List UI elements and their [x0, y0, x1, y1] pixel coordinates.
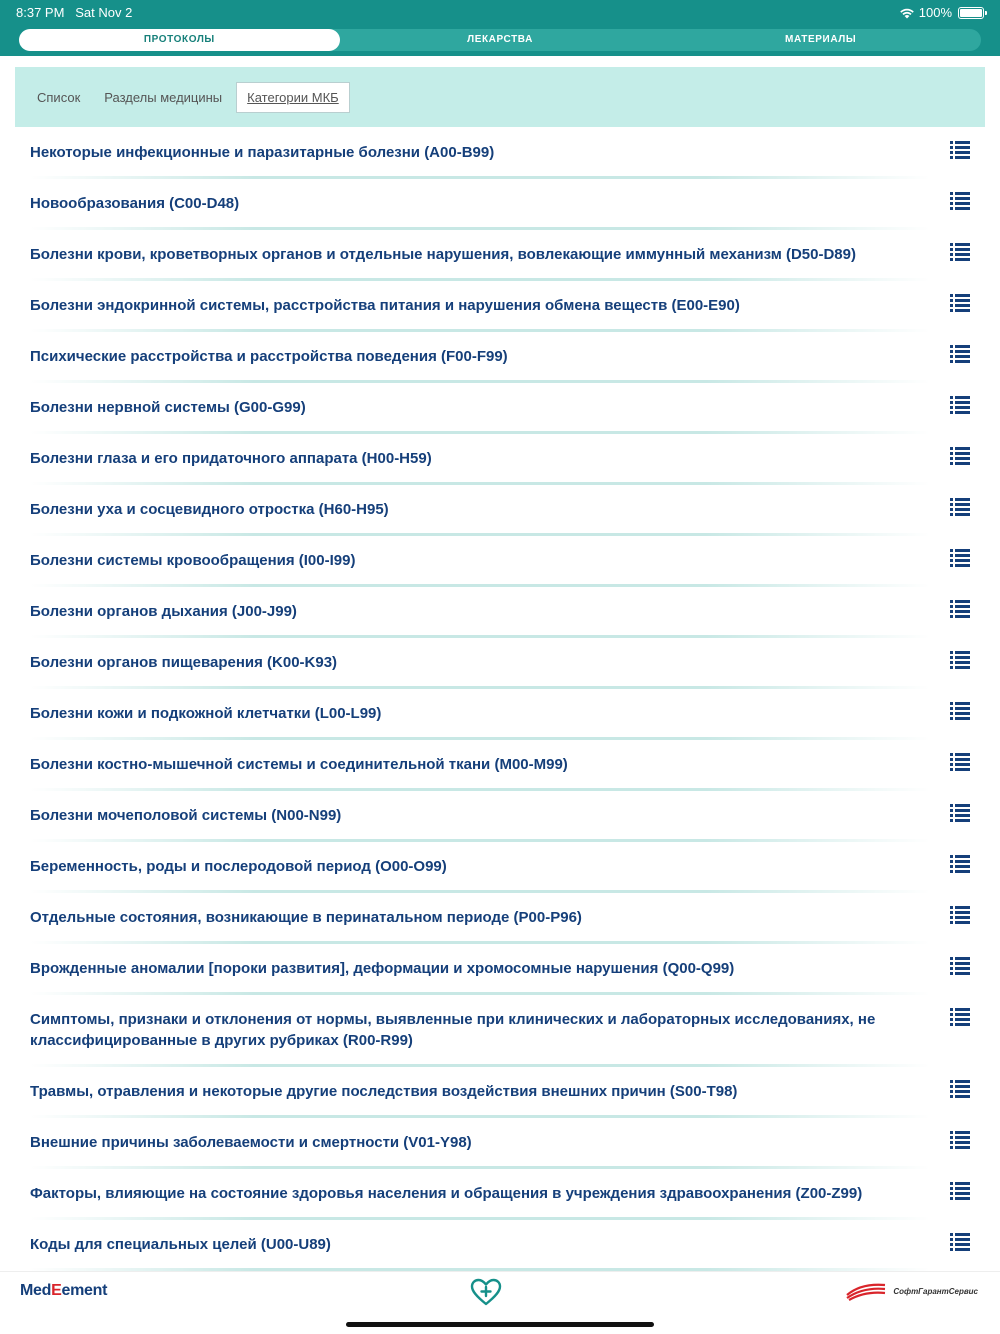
list-item[interactable]	[0, 332, 1000, 383]
list-item[interactable]	[0, 842, 1000, 893]
category-title: Болезни системы кровообращения (I00-I99)	[30, 552, 356, 569]
list-icon[interactable]	[950, 1131, 970, 1149]
list-icon[interactable]	[950, 141, 970, 159]
main-tabs	[19, 29, 981, 51]
category-title: Симптомы, признаки и отклонения от нормы, выявленные при клинических и лабораторных исследованиях, не классифицированные в других рубриках (R00-R99)	[30, 1011, 876, 1049]
list-icon[interactable]	[950, 1008, 970, 1026]
list-icon[interactable]	[950, 600, 970, 618]
list-item[interactable]	[0, 179, 1000, 230]
list-icon[interactable]	[950, 294, 970, 312]
list-item[interactable]	[0, 587, 1000, 638]
category-title: Новообразования (C00-D48)	[30, 195, 240, 212]
sub-tabs	[15, 67, 985, 127]
list-icon[interactable]	[950, 651, 970, 669]
category-title: Внешние причины заболеваемости и смертности (V01-Y98)	[30, 1134, 472, 1151]
list-item[interactable]	[0, 995, 1000, 1067]
category-title: Болезни органов дыхания (J00-J99)	[30, 603, 297, 620]
category-title: Некоторые инфекционные и паразитарные болезни (A00-B99)	[30, 144, 495, 161]
list-icon[interactable]	[950, 243, 970, 261]
home-indicator[interactable]	[346, 1322, 654, 1327]
list-icon[interactable]	[950, 855, 970, 873]
list-item[interactable]	[0, 485, 1000, 536]
category-title: Болезни глаза и его придаточного аппарата (H00-H59)	[30, 450, 432, 467]
softgarant-mark-icon	[845, 1281, 887, 1301]
list-icon[interactable]	[950, 396, 970, 414]
list-item[interactable]	[0, 434, 1000, 485]
list-item[interactable]	[0, 791, 1000, 842]
list-icon[interactable]	[950, 1080, 970, 1098]
list-icon[interactable]	[950, 906, 970, 924]
list-icon[interactable]	[950, 447, 970, 465]
category-title: Врожденные аномалии [пороки развития], деформации и хромосомные нарушения (Q00-Q99)	[30, 960, 735, 977]
list-icon[interactable]	[950, 804, 970, 822]
list-item[interactable]	[0, 230, 1000, 281]
list-item[interactable]	[0, 1118, 1000, 1169]
list-item[interactable]	[0, 383, 1000, 434]
status-bar	[0, 0, 1000, 24]
list-icon[interactable]	[950, 498, 970, 516]
list-icon[interactable]	[950, 957, 970, 975]
list-item[interactable]	[0, 638, 1000, 689]
list-item[interactable]	[0, 128, 1000, 179]
battery-icon	[958, 7, 984, 19]
list-item[interactable]	[0, 536, 1000, 587]
list-icon[interactable]	[950, 753, 970, 771]
category-title: Болезни мочеполовой системы (N00-N99)	[30, 807, 342, 824]
list-icon[interactable]	[950, 1182, 970, 1200]
medelement-logo[interactable]: MedEement	[20, 1282, 108, 1299]
status-indicators	[899, 5, 984, 20]
icd-category-list	[0, 128, 1000, 1271]
category-title: Факторы, влияющие на состояние здоровья населения и обращения в учреждения здравоохранения (Z00-Z99)	[30, 1185, 863, 1202]
status-time: 8:37 PM Sat Nov 2	[16, 5, 133, 20]
wifi-icon	[899, 7, 915, 19]
list-icon[interactable]	[950, 1233, 970, 1251]
category-title: Болезни эндокринной системы, расстройства питания и нарушения обмена веществ (E00-E90)	[30, 297, 740, 314]
tab-materials[interactable]: МАТЕРИАЛЫ	[785, 34, 857, 45]
heart-plus-icon[interactable]	[470, 1278, 502, 1306]
list-item[interactable]	[0, 281, 1000, 332]
list-icon[interactable]	[950, 549, 970, 567]
category-title: Болезни нервной системы (G00-G99)	[30, 399, 306, 416]
category-title: Беременность, роды и послеродовой период (O00-O99)	[30, 858, 447, 875]
category-title: Болезни уха и сосцевидного отростка (H60-H95)	[30, 501, 389, 518]
app-header	[0, 0, 1000, 56]
subtab-list[interactable]: Список	[37, 89, 81, 105]
list-item[interactable]	[0, 1220, 1000, 1271]
footer-bar	[0, 1271, 1000, 1334]
list-item[interactable]	[0, 740, 1000, 791]
softgarant-logo[interactable]: СофтГарантСервис	[845, 1280, 978, 1302]
battery-percent: 100%	[918, 5, 952, 20]
category-title: Болезни кожи и подкожной клетчатки (L00-L99)	[30, 705, 382, 722]
list-item[interactable]	[0, 944, 1000, 995]
category-title: Отдельные состояния, возникающие в перинатальном периоде (P00-P96)	[30, 909, 582, 926]
category-title: Болезни крови, кроветворных органов и отдельные нарушения, вовлекающие иммунный механизм (D50-D89)	[30, 246, 856, 263]
list-item[interactable]	[0, 1169, 1000, 1220]
list-icon[interactable]	[950, 345, 970, 363]
category-title: Травмы, отравления и некоторые другие последствия воздействия внешних причин (S00-T98)	[30, 1083, 738, 1100]
category-title: Болезни костно-мышечной системы и соединительной ткани (M00-M99)	[30, 756, 568, 773]
category-title: Психические расстройства и расстройства поведения (F00-F99)	[30, 348, 508, 365]
list-icon[interactable]	[950, 702, 970, 720]
list-item[interactable]	[0, 1067, 1000, 1118]
list-item[interactable]	[0, 689, 1000, 740]
subtab-icd-categories[interactable]: Категории МКБ	[236, 82, 350, 113]
list-icon[interactable]	[950, 192, 970, 210]
list-item[interactable]	[0, 893, 1000, 944]
tab-medicines[interactable]: ЛЕКАРСТВА	[467, 34, 533, 45]
category-title: Коды для специальных целей (U00-U89)	[30, 1236, 331, 1253]
subtab-medicine-sections[interactable]: Разделы медицины	[104, 89, 223, 105]
tab-protocols[interactable]: ПРОТОКОЛЫ	[19, 29, 340, 51]
category-title: Болезни органов пищеварения (K00-K93)	[30, 654, 338, 671]
